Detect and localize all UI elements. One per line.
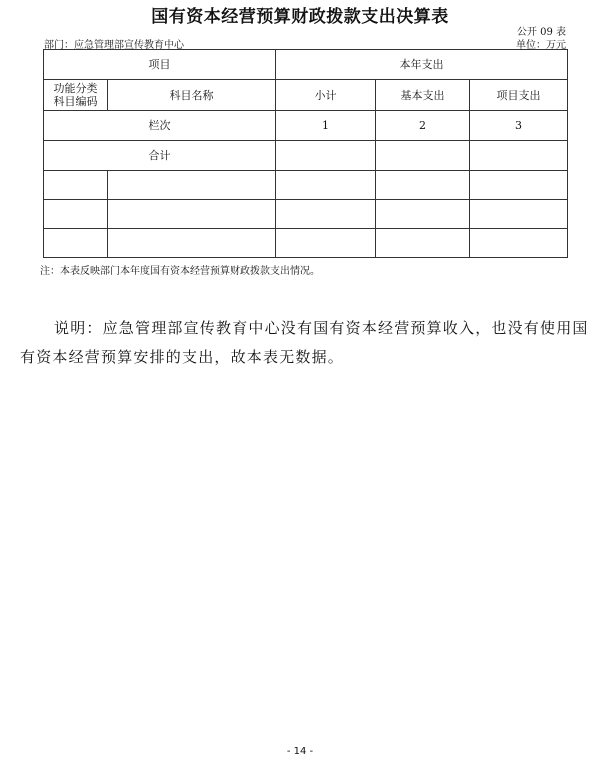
table-index-row — [44, 111, 568, 141]
header-func-code — [44, 80, 108, 111]
unit-label: 单位：万元 — [516, 40, 566, 51]
empty-cell — [276, 200, 376, 229]
budget-table — [43, 49, 568, 258]
col-index-1: 1 — [276, 111, 376, 141]
table-total-row — [44, 141, 568, 171]
empty-cell — [376, 229, 470, 258]
explanation-paragraph: 说明：应急管理部宣传教育中心没有国有资本经营预算收入，也没有使用国有资本经营预算安排的支出，故本表无数据。 — [20, 319, 589, 366]
empty-cell — [470, 200, 568, 229]
empty-cell — [276, 171, 376, 200]
page-title: 国有资本经营预算财政拨款支出决算表 — [151, 7, 449, 27]
func-code-line1: 功能分类 — [53, 82, 98, 95]
header-project: 项目支出 — [470, 80, 568, 111]
total-basic-cell — [376, 141, 470, 171]
col-index-3: 3 — [470, 111, 568, 141]
empty-cell — [108, 229, 276, 258]
total-project-cell — [470, 141, 568, 171]
empty-cell — [470, 229, 568, 258]
header-basic: 基本支出 — [376, 80, 470, 111]
empty-cell — [44, 229, 108, 258]
total-subtotal-cell — [276, 141, 376, 171]
table-row — [44, 229, 568, 258]
empty-cell — [108, 200, 276, 229]
empty-cell — [470, 171, 568, 200]
empty-cell — [108, 171, 276, 200]
func-code-line2: 科目编码 — [53, 95, 98, 108]
form-number: 公开 09 表 — [516, 27, 566, 38]
row-index-label: 栏次 — [44, 111, 276, 141]
table-row — [44, 200, 568, 229]
header-current-year: 本年支出 — [276, 50, 568, 80]
department-label: 部门：应急管理部宣传教育中心 — [44, 40, 184, 51]
row-total-label: 合计 — [44, 141, 276, 171]
empty-cell — [376, 171, 470, 200]
page-number: - 14 - — [286, 746, 314, 757]
empty-cell — [44, 171, 108, 200]
table-header-row — [44, 50, 568, 80]
table-subheader-row — [44, 80, 568, 111]
table-note: 注：本表反映部门本年度国有资本经营预算财政拨款支出情况。 — [40, 266, 320, 277]
empty-cell — [44, 200, 108, 229]
empty-cell — [276, 229, 376, 258]
table-row — [44, 171, 568, 200]
header-subtotal: 小计 — [276, 80, 376, 111]
col-index-2: 2 — [376, 111, 470, 141]
header-item: 项目 — [44, 50, 276, 80]
empty-cell — [376, 200, 470, 229]
header-subject-name: 科目名称 — [108, 80, 276, 111]
